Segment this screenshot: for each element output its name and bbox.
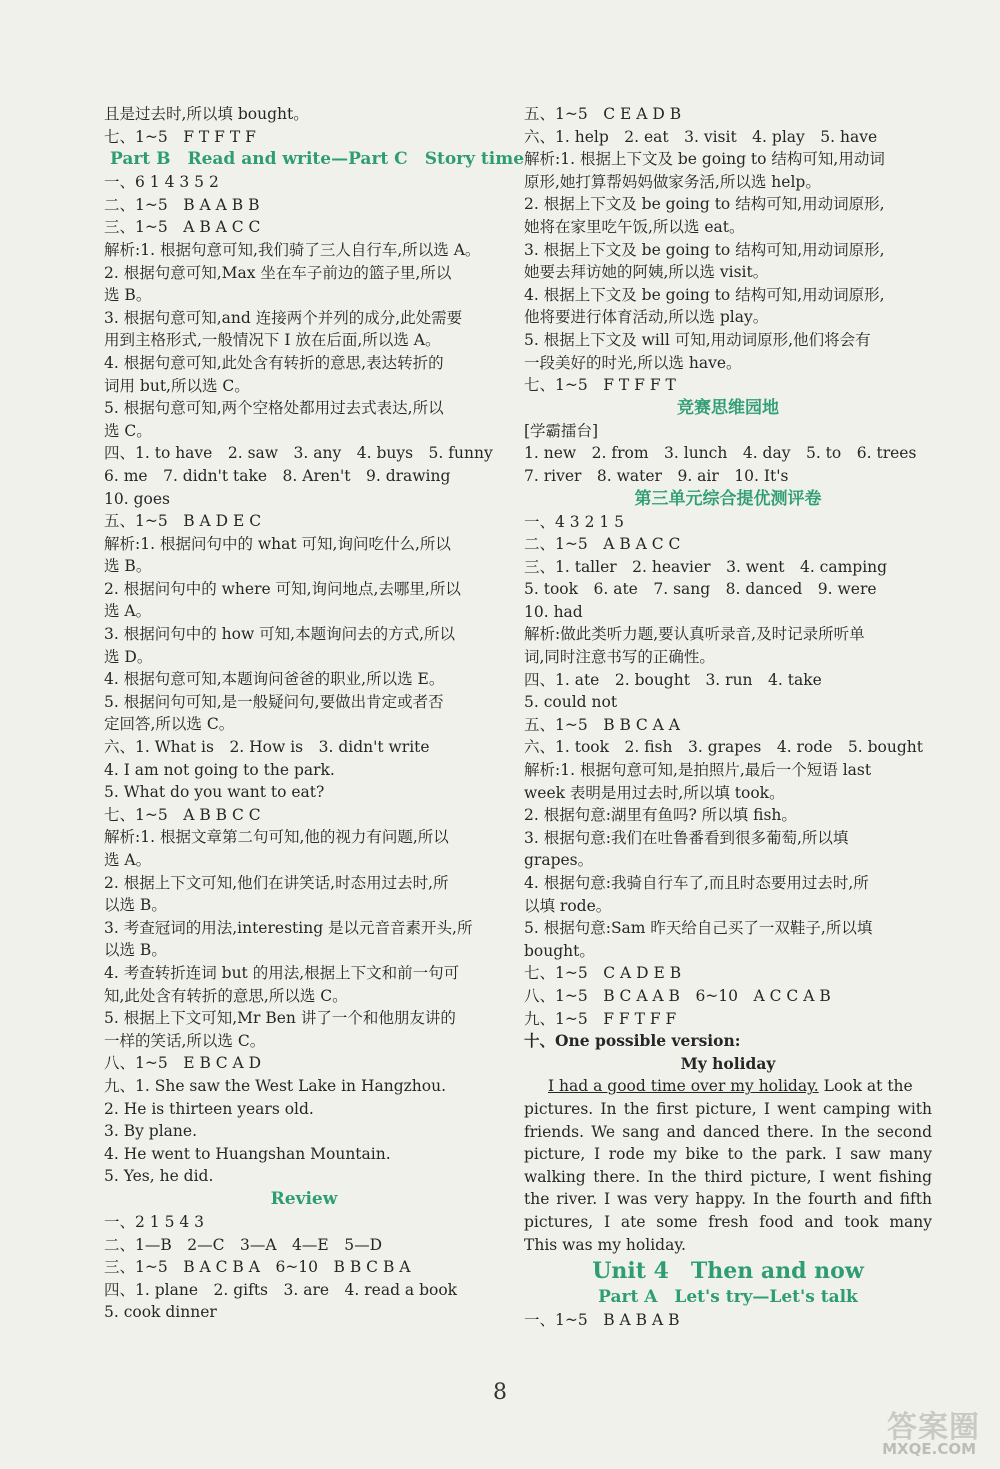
answer-line: 4. 根据句意可知,本题询问爸爸的职业,所以选 E。 bbox=[104, 670, 445, 689]
answer-line: 2. 根据句意:湖里有鱼吗? 所以填 fish。 bbox=[524, 806, 797, 825]
answer-line: 选 D。 bbox=[104, 647, 153, 666]
answer-line: 一、4 3 2 1 5 bbox=[524, 512, 625, 531]
essay-line: the river. I was very happy. In the fourth and fifth bbox=[524, 1190, 932, 1209]
answer-line: 2. 根据句意可知,Max 坐在车子前边的篮子里,所以 bbox=[104, 263, 452, 282]
answer-line: week 表明是用过去时,所以填 took。 bbox=[524, 783, 785, 802]
essay-line: picture, I rode my bike to the park. I saw many bbox=[524, 1145, 932, 1164]
answer-line: 知,此处含有转折的意思,所以选 C。 bbox=[104, 986, 348, 1005]
answer-line: 六、1. took 2. fish 3. grapes 4. rode 5. bought bbox=[524, 738, 923, 757]
answer-line: 三、1~5 A B A C C bbox=[104, 218, 261, 237]
essay-line: pictures. In the first picture, I went camping with bbox=[524, 1099, 932, 1118]
answer-line: 词用 but,所以选 C。 bbox=[104, 376, 250, 395]
answer-line: 选 B。 bbox=[104, 557, 152, 576]
section-heading: Part A Let's try—Let's talk bbox=[598, 1287, 858, 1308]
essay-line: walking there. In the third picture, I went fishing bbox=[524, 1167, 932, 1186]
answer-line: 4. 根据上下文及 be going to 结构可知,用动词原形, bbox=[524, 285, 885, 304]
answer-line: 二、1—B 2—C 3—A 4—E 5—D bbox=[104, 1235, 382, 1254]
answer-line: 4. I am not going to the park. bbox=[104, 760, 335, 779]
answer-line: 解析:1. 根据句意可知,我们骑了三人自行车,所以选 A。 bbox=[104, 240, 481, 259]
answer-line: 定回答,所以选 C。 bbox=[104, 715, 235, 734]
section-heading: 竞赛思维园地 bbox=[677, 397, 779, 418]
right-column bbox=[524, 103, 932, 1332]
answer-line: 5. took 6. ate 7. sang 8. danced 9. were bbox=[524, 580, 877, 599]
answer-line: 解析:做此类听力题,要认真听录音,及时记录所听单 bbox=[524, 625, 865, 644]
answer-line: 3. By plane. bbox=[104, 1122, 197, 1141]
answer-line: 一、2 1 5 4 3 bbox=[104, 1212, 205, 1231]
answer-line: 七、1~5 C A D E B bbox=[524, 964, 682, 983]
answer-line: bought。 bbox=[524, 941, 595, 960]
answer-line: 一段美好的时光,所以选 have。 bbox=[524, 353, 742, 372]
answer-line: 七、1~5 F T F T F bbox=[104, 127, 256, 146]
answer-line: 一样的笑话,所以选 C。 bbox=[104, 1031, 266, 1050]
essay-line: I had a good time over my holiday. Look at the bbox=[548, 1077, 913, 1096]
answer-line: 解析:1. 根据上下文及 be going to 结构可知,用动词 bbox=[524, 150, 885, 169]
answer-line: 5. could not bbox=[524, 693, 618, 712]
answer-line: 以填 rode。 bbox=[524, 896, 612, 915]
answer-line: 以选 B。 bbox=[104, 896, 167, 915]
answer-line: 5. 根据句意:Sam 昨天给自己买了一双鞋子,所以填 bbox=[524, 919, 873, 938]
answer-line: 他将要进行体育活动,所以选 play。 bbox=[524, 308, 769, 327]
answer-line: 四、1. to have 2. saw 3. any 4. buys 5. funny bbox=[104, 444, 493, 463]
answer-line: 选 A。 bbox=[104, 851, 152, 869]
answer-line: 5. Yes, he did. bbox=[104, 1167, 214, 1186]
answer-line: 八、1~5 B C A A B 6~10 A C C A B bbox=[524, 986, 831, 1005]
answer-line: 一、6 1 4 3 5 2 bbox=[104, 173, 219, 192]
answer-line: 二、1~5 B A A B B bbox=[104, 195, 260, 214]
essay-line: friends. We sang and danced there. In the second bbox=[524, 1122, 932, 1141]
answer-line: 六、1. help 2. eat 3. visit 4. play 5. have bbox=[524, 127, 878, 146]
answer-line: 10. had bbox=[524, 602, 583, 621]
answer-line: 词,同时注意书写的正确性。 bbox=[524, 648, 715, 667]
answer-line: 10. goes bbox=[104, 489, 170, 508]
answer-line: 六、1. What is 2. How is 3. didn't write bbox=[104, 738, 430, 757]
watermark-site: MXQE.COM bbox=[882, 1440, 976, 1458]
essay-title: My holiday bbox=[680, 1053, 776, 1073]
answer-line: 七、1~5 F T F F T bbox=[524, 376, 676, 395]
answer-line: 七、1~5 A B B C C bbox=[104, 805, 261, 824]
answer-line: 原形,她打算帮妈妈做家务活,所以选 help。 bbox=[524, 172, 821, 191]
answer-line: 1. new 2. from 3. lunch 4. day 5. to 6. trees bbox=[524, 444, 917, 463]
answer-line: 2. 根据问句中的 where 可知,询问地点,去哪里,所以 bbox=[104, 579, 461, 598]
answer-line: 5. 根据上下文及 will 可知,用动词原形,他们将会有 bbox=[524, 330, 871, 349]
section-heading: 第三单元综合提优测评卷 bbox=[634, 488, 822, 509]
answer-line: 3. 根据句意可知,and 连接两个并列的成分,此处需要 bbox=[104, 308, 463, 327]
answer-line: 5. 根据句意可知,两个空格处都用过去式表达,所以 bbox=[104, 399, 444, 418]
answer-line: 2. 根据上下文可知,他们在讲笑话,时态用过去时,所 bbox=[104, 873, 449, 892]
answer-line: 五、1~5 B B C A A bbox=[524, 715, 680, 734]
watermark-logo: 答案圈 bbox=[887, 1410, 980, 1445]
answer-line: 她要去拜访她的阿姨,所以选 visit。 bbox=[524, 263, 769, 282]
essay-line: pictures, I ate some fresh food and took many bbox=[524, 1212, 932, 1231]
unit-heading: Unit 4 Then and now bbox=[592, 1258, 864, 1285]
answer-line: 五、1~5 C E A D B bbox=[524, 105, 682, 123]
answer-line: 四、1. plane 2. gifts 3. are 4. read a book bbox=[104, 1280, 458, 1299]
answer-line: grapes。 bbox=[524, 851, 594, 870]
answer-line: 解析:1. 根据问句中的 what 可知,询问吃什么,所以 bbox=[104, 534, 451, 553]
answer-line: 解析:1. 根据句意可知,是拍照片,最后一个短语 last bbox=[524, 761, 872, 780]
answer-line: 选 C。 bbox=[104, 421, 152, 440]
answer-line: 选 A。 bbox=[104, 602, 152, 621]
left-column bbox=[104, 103, 525, 1324]
answer-line: 选 B。 bbox=[104, 286, 152, 305]
answer-line: 4. He went to Huangshan Mountain. bbox=[104, 1144, 391, 1163]
answer-line: 4. 根据句意:我骑自行车了,而且时态要用过去时,所 bbox=[524, 874, 869, 892]
section-heading: Part B Read and write—Part C Story time bbox=[110, 149, 525, 170]
answer-line: 一、1~5 B A B A B bbox=[524, 1311, 680, 1330]
answer-line: 5. cook dinner bbox=[104, 1303, 217, 1322]
answer-line: 3. 根据问句中的 how 可知,本题询问去的方式,所以 bbox=[104, 625, 456, 644]
answer-line: 用到主格形式,一般情况下 I 放在后面,所以选 A。 bbox=[104, 331, 441, 350]
answer-line: 3. 根据上下文及 be going to 结构可知,用动词原形, bbox=[524, 240, 885, 259]
essay-topic-sentence: I had a good time over my holiday. bbox=[548, 1077, 819, 1096]
answer-line: 五、1~5 B A D E C bbox=[104, 512, 262, 531]
section-heading: Review bbox=[270, 1188, 338, 1209]
answer-line: 且是过去时,所以填 bought。 bbox=[104, 105, 309, 123]
answer-line: 4. 考查转折连词 but 的用法,根据上下文和前一句可 bbox=[104, 963, 460, 982]
answer-line: 九、1. She saw the West Lake in Hangzhou. bbox=[104, 1076, 447, 1095]
answer-line: 4. 根据句意可知,此处含有转折的意思,表达转折的 bbox=[104, 353, 444, 372]
answer-line: 3. 根据句意:我们在吐鲁番看到很多葡萄,所以填 bbox=[524, 828, 849, 847]
answer-line: 三、1~5 B A C B A 6~10 B B C B A bbox=[104, 1258, 411, 1277]
answer-line: 四、1. ate 2. bought 3. run 4. take bbox=[524, 670, 822, 689]
answer-line: 她将在家里吃午饭,所以选 eat。 bbox=[524, 217, 745, 236]
answer-line: 解析:1. 根据文章第二句可知,他的视力有问题,所以 bbox=[104, 828, 449, 847]
answer-line: 7. river 8. water 9. air 10. It's bbox=[524, 466, 789, 485]
page-number: 8 bbox=[493, 1380, 507, 1405]
answer-line: 5. 根据问句可知,是一般疑问句,要做出肯定或者否 bbox=[104, 692, 444, 711]
answer-line: 二、1~5 A B A C C bbox=[524, 535, 681, 554]
answer-line: 5. 根据上下文可知,Mr Ben 讲了一个和他朋友讲的 bbox=[104, 1009, 456, 1028]
answer-line: [学霸擂台] bbox=[524, 421, 599, 440]
answer-line: 八、1~5 E B C A D bbox=[104, 1054, 262, 1073]
answer-line: 6. me 7. didn't take 8. Aren't 9. drawing bbox=[104, 466, 451, 485]
answer-line: 九、1~5 F F T F F bbox=[524, 1009, 677, 1028]
answer-line: 3. 考查冠词的用法,interesting 是以元音音素开头,所 bbox=[104, 918, 473, 937]
answer-line: 以选 B。 bbox=[104, 941, 167, 960]
answer-line: This was my holiday. bbox=[524, 1235, 686, 1254]
answer-line: 5. What do you want to eat? bbox=[104, 783, 325, 802]
answer-line: 2. 根据上下文及 be going to 结构可知,用动词原形, bbox=[524, 195, 885, 214]
answer-line: 2. He is thirteen years old. bbox=[104, 1099, 314, 1118]
answer-line: 三、1. taller 2. heavier 3. went 4. camping bbox=[524, 557, 888, 576]
essay-label: 十、One possible version: bbox=[524, 1031, 741, 1051]
